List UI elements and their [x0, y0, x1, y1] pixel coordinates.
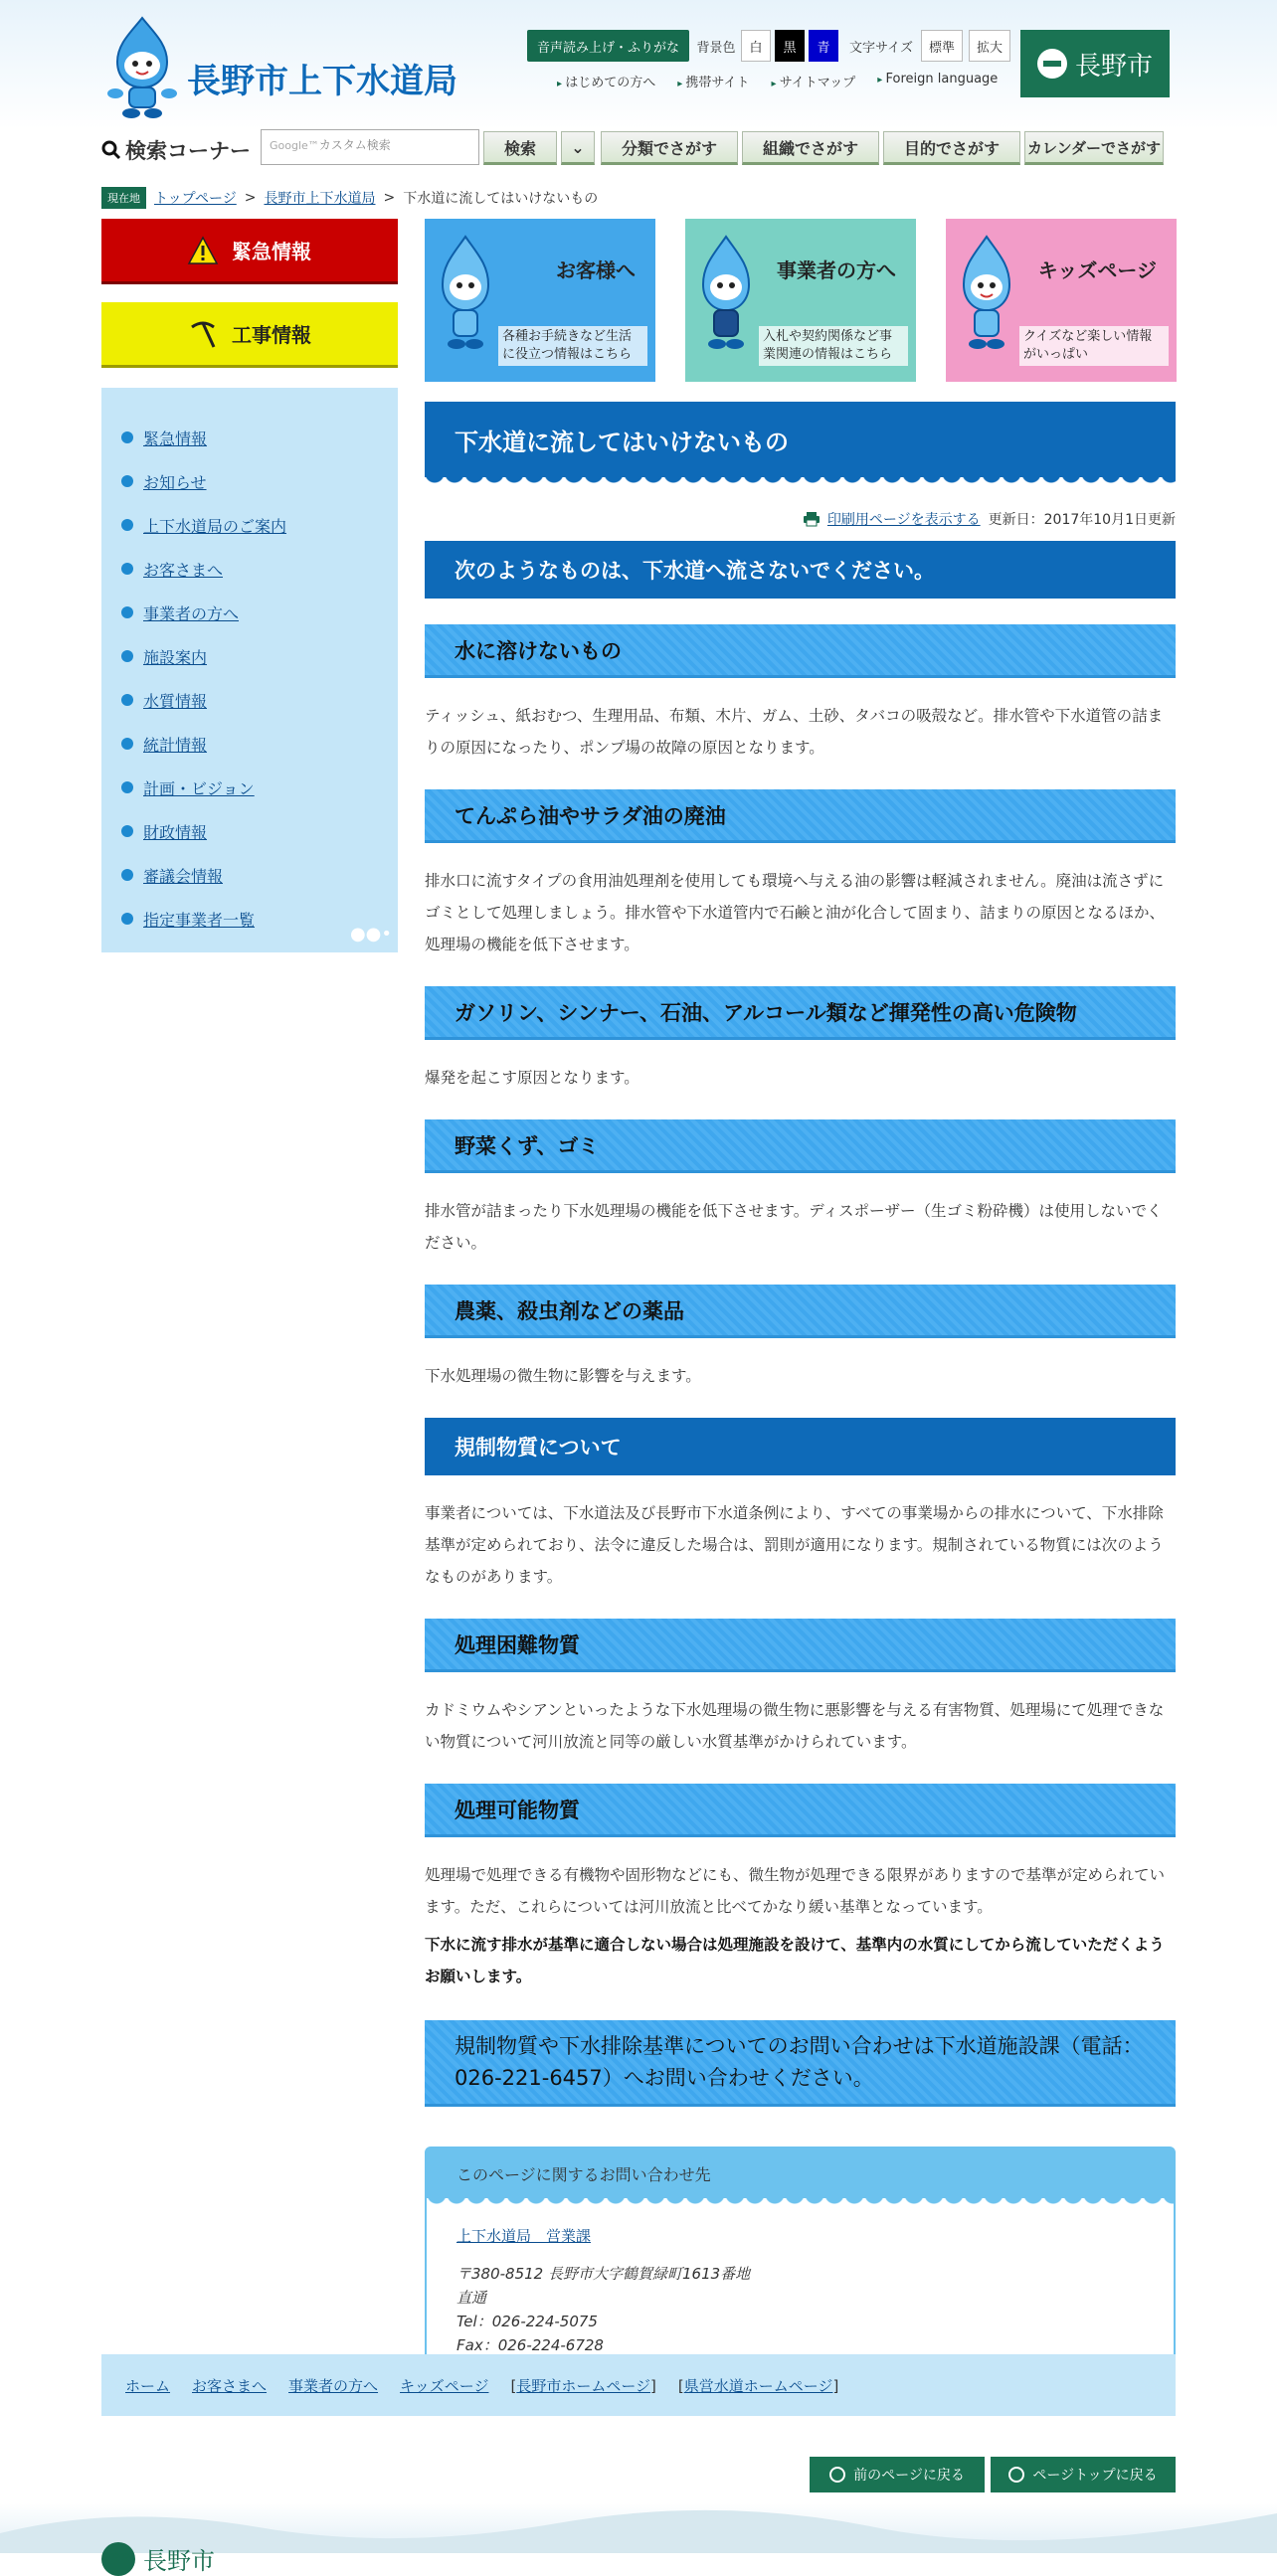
page-title: 下水道に流してはいけないもの — [425, 402, 1176, 477]
breadcrumb — [101, 187, 598, 209]
search-input[interactable]: Google™カスタム検索 — [261, 129, 479, 165]
bg-color-label: 背景色 — [696, 40, 736, 56]
section-text: 下水処理場の微生物に影響を与えます。 — [425, 1367, 701, 1385]
footer-link-kids[interactable]: キッズページ — [400, 2376, 489, 2395]
footer-link-wrapper: [長野市ホームページ] — [510, 2376, 656, 2395]
footer-link-prefectural-water[interactable]: 県営水道ホームページ — [683, 2376, 833, 2395]
breadcrumb-here-badge: 現在地 — [101, 187, 146, 209]
font-normal-button[interactable]: 標準 — [921, 30, 963, 62]
contact-dept-link[interactable]: 上下水道局 営業課 — [456, 2227, 592, 2245]
section-heading: 農薬、殺虫剤などの薬品 — [425, 1285, 1176, 1338]
nav-first-time[interactable]: ▸ はじめての方へ — [557, 72, 655, 90]
page-meta — [425, 509, 1176, 529]
search-placeholder: カスタム検索 — [318, 138, 391, 152]
back-button[interactable] — [810, 2457, 985, 2492]
search-icon — [101, 140, 121, 160]
section-text: 爆発を起こす原因となります。 — [425, 1069, 639, 1087]
city-emblem-icon — [101, 2542, 135, 2576]
regulated-heading: 規制物質について — [425, 1418, 1176, 1475]
nav-foreign-language[interactable]: ▸ Foreign language — [877, 72, 998, 90]
font-size-label: 文字サイズ — [849, 40, 913, 56]
search-button[interactable]: 検索 — [483, 131, 557, 165]
sidebar-item-emergency[interactable] — [121, 416, 398, 459]
site-title: 長野市上下水道局 — [187, 62, 457, 101]
card-business[interactable] — [685, 219, 916, 382]
search-by-category-button[interactable]: 分類でさがす — [601, 131, 738, 165]
mascot-icon — [101, 14, 183, 121]
breadcrumb-top-link[interactable]: トップページ — [154, 191, 237, 207]
search-corner-label: 検索コーナー — [125, 139, 251, 163]
search-dropdown-button[interactable] — [561, 131, 595, 165]
sidebar-menu — [101, 388, 398, 952]
mascot-icon — [952, 233, 1021, 362]
footer-city-name: 長野市 — [143, 2547, 215, 2575]
sidebar-item-customers[interactable] — [121, 547, 398, 591]
sub-section-heading: 処理困難物質 — [425, 1619, 1176, 1672]
search-by-purpose-button[interactable]: 目的でさがす — [883, 131, 1020, 165]
section-heading: 水に溶けないもの — [425, 624, 1176, 678]
footer-link-nagano-city[interactable]: 長野市ホームページ — [516, 2376, 651, 2395]
bg-white-button[interactable]: 白 — [741, 30, 771, 62]
nav-mobile-site[interactable]: ▸ 携帯サイト — [677, 72, 749, 90]
card-kids[interactable] — [946, 219, 1177, 382]
printer-icon — [804, 512, 820, 526]
card-title: キッズページ — [1037, 258, 1157, 282]
back-button-label: 前のページに戻る — [853, 2468, 965, 2484]
sidebar-link[interactable]: 緊急情報 — [143, 429, 208, 448]
arrow-left-icon — [829, 2467, 845, 2483]
bg-blue-button[interactable]: 青 — [809, 30, 838, 62]
sidebar-link[interactable]: 財政情報 — [143, 822, 208, 842]
construction-info-label: 工事情報 — [232, 323, 311, 347]
city-logo-text: 長野市 — [1074, 51, 1153, 82]
page-top-button-label: ページトップに戻る — [1032, 2468, 1158, 2484]
construction-info-button[interactable] — [101, 302, 398, 368]
contact-direct: 直通 — [456, 2289, 487, 2307]
sidebar-link[interactable]: 統計情報 — [143, 735, 208, 755]
breadcrumb-separator: > — [383, 190, 396, 206]
pickaxe-icon — [188, 319, 218, 349]
search-by-organization-button[interactable]: 組織でさがす — [742, 131, 879, 165]
footer — [0, 2503, 1277, 2575]
sidebar-item-bureau-guide[interactable] — [121, 503, 398, 547]
mascot-icon — [691, 233, 761, 362]
mascot-icon — [431, 233, 500, 362]
card-description: 各種お手続きなど生活に役立つ情報はこちら — [498, 326, 647, 366]
sidebar-link[interactable]: 水質情報 — [143, 691, 208, 711]
contact-fax: Fax：026-224-6728 — [456, 2336, 604, 2354]
lead-heading: 次のようなものは、下水道へ流さないでください。 — [425, 541, 1176, 599]
sidebar-link[interactable]: 審議会情報 — [143, 866, 224, 886]
sub-section-text: 処理場で処理できる有機物や固形物などにも、微生物が処理できる限界がありますので基準が定められています。ただ、これらについては河川放流と比べてかなり緩い基準となっています。 — [425, 1866, 1166, 1916]
city-emblem-icon — [1037, 49, 1067, 79]
sub-section-text: カドミウムやシアンといったような下水処理場の微生物に悪影響を与える有害物質、処理場にて処理できない物質について河川放流と同等の厳しい水質基準がかけられています。 — [425, 1701, 1165, 1751]
bold-note: 下水に流す排水が基準に適合しない場合は処理施設を設けて、基準内の水質にしてから流していただくようお願いします。 — [425, 1936, 1165, 1985]
breadcrumb-current: 下水道に流してはいけないもの — [403, 191, 599, 207]
sidebar-link[interactable]: 上下水道局のご案内 — [143, 516, 287, 536]
breadcrumb-separator: > — [244, 190, 257, 206]
sidebar-item-council[interactable] — [121, 853, 398, 897]
contact-tel: Tel：026-224-5075 — [456, 2313, 598, 2330]
section-heading: ガソリン、シンナー、石油、アルコール類など揮発性の高い危険物 — [425, 986, 1176, 1040]
breadcrumb-bureau-link[interactable]: 長野市上下水道局 — [264, 191, 376, 207]
search-bar — [101, 129, 1176, 169]
section-text: 排水口に流すタイプの食用油処理剤を使用しても環境へ与える油の影響は軽減されません。廃油は流さずにゴミとして処理しましょう。排水管や下水道管内で石鹸と油が化合して固まり、詰まりの原因となるほか、処理場の機能を低下させます。 — [425, 872, 1166, 953]
card-title: お客様へ — [556, 258, 636, 282]
main-content — [425, 402, 1176, 2403]
footer-link-business[interactable]: 事業者の方へ — [288, 2376, 379, 2395]
contact-address: 〒380-8512 長野市大字鶴賀緑町1613番地 — [456, 2265, 751, 2283]
sidebar-link[interactable]: お知らせ — [143, 472, 207, 492]
footer-nav — [101, 2354, 1176, 2416]
sub-section-heading: 処理可能物質 — [425, 1784, 1176, 1837]
sidebar-link[interactable]: 施設案内 — [143, 647, 208, 667]
chevron-down-icon: ⌄ — [571, 137, 585, 157]
sidebar-item-water-quality[interactable] — [121, 678, 398, 722]
sidebar-item-facilities[interactable] — [121, 634, 398, 678]
section-heading: てんぷら油やサラダ油の廃油 — [425, 789, 1176, 843]
font-large-button[interactable]: 拡大 — [969, 30, 1010, 62]
sidebar-item-news[interactable] — [121, 459, 398, 503]
search-by-calendar-button[interactable]: カレンダーでさがす — [1024, 131, 1164, 165]
card-title: 事業者の方へ — [777, 258, 896, 282]
sidebar-link[interactable]: お客さまへ — [143, 560, 224, 580]
section-text: 排水管が詰まったり下水処理場の機能を低下させます。ディスポーザー（生ゴミ粉砕機）は使用しないでください。 — [425, 1202, 1163, 1252]
site-logo[interactable] — [101, 14, 489, 123]
page-top-button[interactable] — [991, 2457, 1176, 2492]
bubbles-decoration-icon: ●●• — [349, 924, 392, 945]
footer-link-wrapper: [県営水道ホームページ] — [677, 2376, 839, 2395]
sidebar-link[interactable]: 計画・ビジョン — [143, 778, 255, 798]
contact-title: このページに関するお問い合わせ先 — [427, 2148, 1174, 2198]
nav-sitemap[interactable]: ▸ サイトマップ — [772, 72, 856, 90]
bg-black-button[interactable]: 黒 — [775, 30, 805, 62]
section-heading: 野菜くず、ゴミ — [425, 1119, 1176, 1173]
card-description: クイズなど楽しい情報がいっぱい — [1019, 326, 1169, 366]
section-text: ティッシュ、紙おむつ、生理用品、布類、木片、ガム、土砂、タバコの吸殻など。排水管や下水道管の詰まりの原因になったり、ポンプ場の故障の原因となります。 — [425, 707, 1164, 757]
regulated-text: 事業者については、下水道法及び長野市下水道条例により、すべての事業場からの排水について、下水排除基準が定められており、法令に違反した場合は、罰則が適用になります。規制されている物質には次のようなものがあります。 — [425, 1504, 1164, 1586]
sidebar-link[interactable]: 事業者の方へ — [143, 603, 240, 623]
footer-link-customers[interactable]: お客さまへ — [192, 2376, 268, 2395]
sidebar-item-statistics[interactable] — [121, 722, 398, 766]
print-page-link[interactable]: 印刷用ページを表示する — [826, 512, 981, 528]
header-nav — [557, 72, 998, 90]
footer-link-home[interactable]: ホーム — [125, 2376, 171, 2395]
sidebar-item-finance[interactable] — [121, 809, 398, 853]
arrow-up-icon — [1008, 2467, 1024, 2483]
emergency-info-button[interactable] — [101, 219, 398, 284]
nagano-city-logo[interactable] — [1020, 30, 1170, 97]
card-description: 入札や契約関係など事業関連の情報はこちら — [759, 326, 908, 366]
voice-furigana-button[interactable]: 音声読み上げ・ふりがな — [527, 30, 689, 62]
sidebar-item-business[interactable] — [121, 591, 398, 634]
card-customers[interactable] — [425, 219, 655, 382]
sidebar-item-plans[interactable] — [121, 766, 398, 809]
warning-icon — [188, 237, 218, 264]
sidebar-link[interactable]: 指定事業者一覧 — [143, 910, 256, 930]
emergency-info-label: 緊急情報 — [232, 240, 311, 263]
search-corner-title — [101, 135, 251, 165]
updated-date: 更新日：2017年10月1日更新 — [988, 512, 1176, 528]
inquiry-heading: 規制物質や下水排除基準についてのお問い合わせは下水道施設課（電話：026-221-6457）へお問い合わせください。 — [425, 2020, 1176, 2107]
footer-city-logo[interactable] — [101, 2541, 215, 2576]
